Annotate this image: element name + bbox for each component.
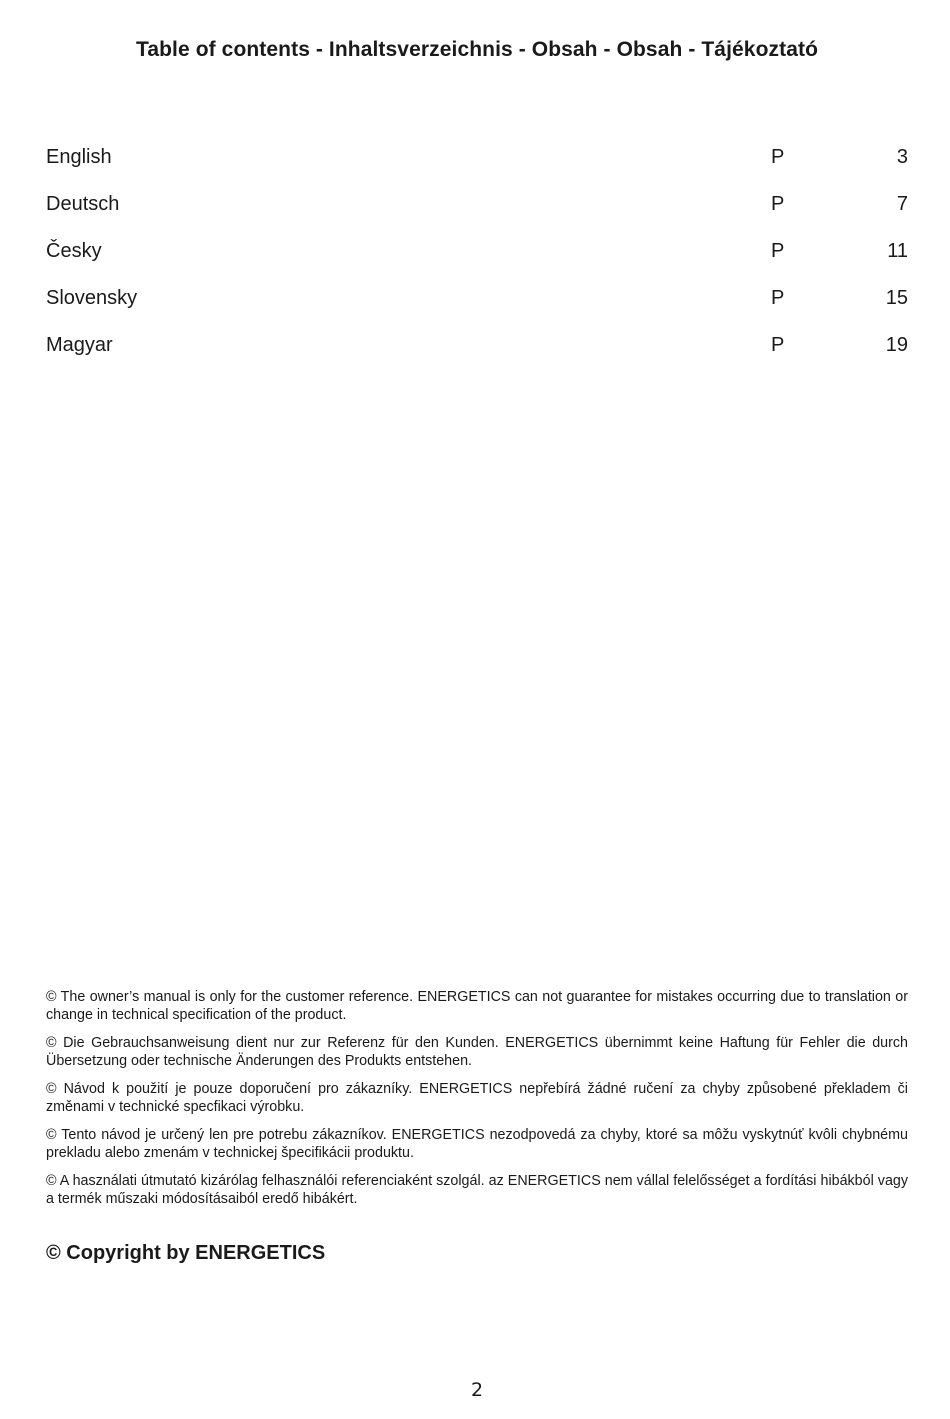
disclaimer-english: © The owner’s manual is only for the customer reference. ENERGETICS can not guarantee for mistakes occurring due to translation or change in technical specification of the product. xyxy=(46,989,908,1023)
page-title: Table of contents - Inhaltsverzeichnis - Obsah - Obsah - Tájékoztató xyxy=(135,38,819,61)
toc-row-english xyxy=(46,146,908,193)
disclaimer-hungarian: © A használati útmutató kizárólag felhasználói referenciaként szolgál. az ENERGETICS nem vállal felelősséget a fordítási hibákból vagy a termék műszaki módosításaiból eredő hibákért. xyxy=(46,1173,908,1207)
page-number: 2 xyxy=(470,1379,484,1401)
toc-row-magyar xyxy=(46,334,908,381)
disclaimer-slovak: © Tento návod je určený len pre potrebu zákazníkov. ENERGETICS nezodpovedá za chyby, ktoré sa môžu vyskytnúť kvôli chybnému prekladu alebo zmenám v technickej špecifikácii produktu. xyxy=(46,1127,908,1161)
toc-row-deutsch xyxy=(46,193,908,240)
toc-language: Deutsch xyxy=(46,193,120,215)
table-of-contents xyxy=(46,146,908,381)
toc-prefix: P xyxy=(771,193,785,215)
toc-language: Slovensky xyxy=(46,287,138,309)
toc-prefix: P xyxy=(771,240,785,262)
toc-prefix: P xyxy=(771,287,785,309)
disclaimers xyxy=(46,988,908,1218)
toc-page-number: 15 xyxy=(885,287,908,309)
toc-language: Česky xyxy=(46,240,102,262)
toc-prefix: P xyxy=(771,146,785,168)
toc-row-slovensky xyxy=(46,287,908,334)
toc-language: English xyxy=(46,146,112,168)
toc-page-number: 11 xyxy=(887,240,908,262)
toc-page-number: 3 xyxy=(896,146,908,168)
toc-page-number: 7 xyxy=(896,193,908,215)
copyright-notice: © Copyright by ENERGETICS xyxy=(46,1242,326,1264)
disclaimer-czech: © Návod k použití je pouze doporučení pro zákazníky. ENERGETICS nepřebírá žádné ručení za chyby způsobené překladem či změnami v technické specfikaci výrobku. xyxy=(46,1081,908,1115)
toc-prefix: P xyxy=(771,334,785,356)
toc-language: Magyar xyxy=(46,334,113,356)
toc-page-number: 19 xyxy=(885,334,908,356)
disclaimer-german: © Die Gebrauchsanweisung dient nur zur Referenz für den Kunden. ENERGETICS übernimmt keine Haftung für Fehler die durch Übersetzung oder technische Änderungen des Produkts entstehen. xyxy=(46,1035,908,1069)
toc-row-cesky xyxy=(46,240,908,287)
